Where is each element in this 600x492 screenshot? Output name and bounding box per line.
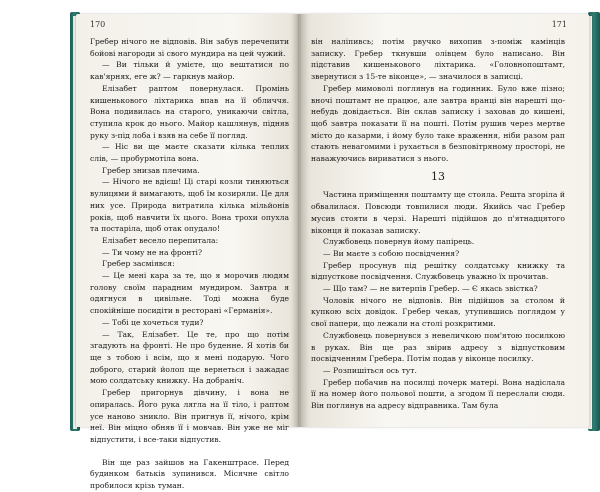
chapter-number: 13 bbox=[431, 169, 445, 183]
paragraph: — Ніс ви ще маєте сказати кілька теплих слів, — пробурмотіла вона. bbox=[90, 142, 289, 164]
paragraph: Гребер нічого не відповів. Він забув перечепити бойові нагороди зі свого мундира на цей чужий. bbox=[90, 37, 289, 58]
left-page-text bbox=[90, 36, 289, 492]
paragraph: Гребер просунув під решітку солдатську книжку та відпусткове посвідчення. Службовець уважно їх прочитав. bbox=[311, 260, 565, 282]
paragraph: — Тобі це хочеться туди? bbox=[102, 317, 204, 327]
right-page-text bbox=[311, 36, 565, 412]
paragraph: — Ви тільки й умієте, що вештатися по кав'ярнях, еге ж? — гаркнув майор. bbox=[90, 60, 289, 82]
paragraph: — Що там? — не витерпів Гребер. — Є якась звістка? bbox=[323, 284, 538, 294]
paragraph: — Це мені кара за те, що я морочив людям голову своїм парадним мундиром. Завтра я одягнуся в цивільне. Тоді можна буде спокійніше посидіти в ресторані «Германія». bbox=[90, 271, 289, 316]
paragraph: Гребер побачив на посилці почерк матері. Вона надіслала її на номер його польової пошти, а згодом її переслали сюди. Він поглянув на адресу відправника. Там була bbox=[311, 377, 565, 411]
paragraph: Він ще раз зайшов на Гакенштрасе. Перед будинком батьків зупинився. Місячне світло пробилося крізь туман. bbox=[90, 457, 289, 491]
paragraph: Гребер засміявся: bbox=[102, 259, 175, 269]
paragraph: Службовець повернувся з невеличкою пом'ятою посилкою в руках. Він ще раз звірив адресу з відпустковим посвідченням Гребера. Потім подав у віконце посилку. bbox=[311, 330, 565, 364]
paragraph: Гребер знизав плечима. bbox=[102, 165, 200, 175]
right-page bbox=[299, 14, 589, 427]
paragraph: — Розпишіться ось тут. bbox=[323, 365, 417, 375]
paragraph: — Ви маєте з собою посвідчення? bbox=[323, 248, 460, 258]
left-page bbox=[76, 14, 299, 491]
paragraph: Службовець повернув йому папірець. bbox=[323, 237, 475, 247]
left-page-number: 170 bbox=[90, 20, 106, 29]
paragraph: Гребер мимоволі поглянув на годинник. Було вже пізно; вночі поштамт не працює, але завтра вранці він нарешті що-небудь довідається. Він склав записку і заховав до кишені, щоб завтра показати її на пошті. Потім рушив через мертве місто до казарми, і йому було таке враження, ніби разом рап стають невагомими і рухається в безповітряному просторі, не наважуючись вириватися з нього. bbox=[311, 83, 565, 164]
paragraph: — Ти чому не на фронті? bbox=[102, 247, 203, 257]
paragraph: Елізабет весело перепитала: bbox=[102, 235, 219, 245]
paragraph: Частина приміщення поштамту ще стояла. Решта згоріла й обвалилася. Повсюди товпилися люди. Якийсь час Гребер мусив стояти в черзі. Нарешті підійшов до п'ятнадцятого віконця й показав записку. bbox=[311, 190, 565, 235]
paragraph: Елізабет раптом повернулася. Промінь кишенькового ліхтарика впав на її обличчя. Вона подивилась на старого, уникаючи світла, ступила крок до нього. Майор кашлянув, підняв руку з-під лоба і взяв на себе її погляд. bbox=[90, 83, 289, 140]
right-page-number: 171 bbox=[551, 20, 567, 29]
paragraph: — Нічого не вдієш! Ці старі козли тиняються вулицями й вимагають, щоб їм козиряли. Це для них усе. Природа витратила кілька мільйонів років, щоб навчити їх цього. Вона трохи опухла та постаріла, щоб отак опудало! bbox=[90, 177, 289, 234]
paragraph: він наліпивсь; потім рвучко вихопив з-поміж камінців записку. Гребер ткнувши олівцем було написано. Він підставив кишенькового ліхтарика. «Головнопоштамт, звернутися з 15-те віконце», — значилося в записці. bbox=[311, 37, 565, 82]
paragraph: — Так, Елізабет. Це те, про що потім згадують на фронті. Не про буденне. Я хотів би ще з тобою і всім, що я мені подарую. Чого доброго, старий йолоп ще вернеться і зажадає мою солдатську книжку. На добраніч. bbox=[90, 329, 289, 386]
paragraph: Гребер пригорнув дівчину, і вона не опиралась. Його рука лягла на її тіло, і раптом усе наново зникло. Він пригнув її, нічого, крім неї. Він міцно обняв її і мовчав. Він уже не міг відпустити, і все-таки відпустив. bbox=[90, 388, 289, 444]
paragraph: Чоловік нічого не відповів. Він підійшов за столом й купкою всіх довідок. Гребер чекав, утупившись поглядом у свої папери, що лежали на столі розкритими. bbox=[311, 295, 565, 329]
